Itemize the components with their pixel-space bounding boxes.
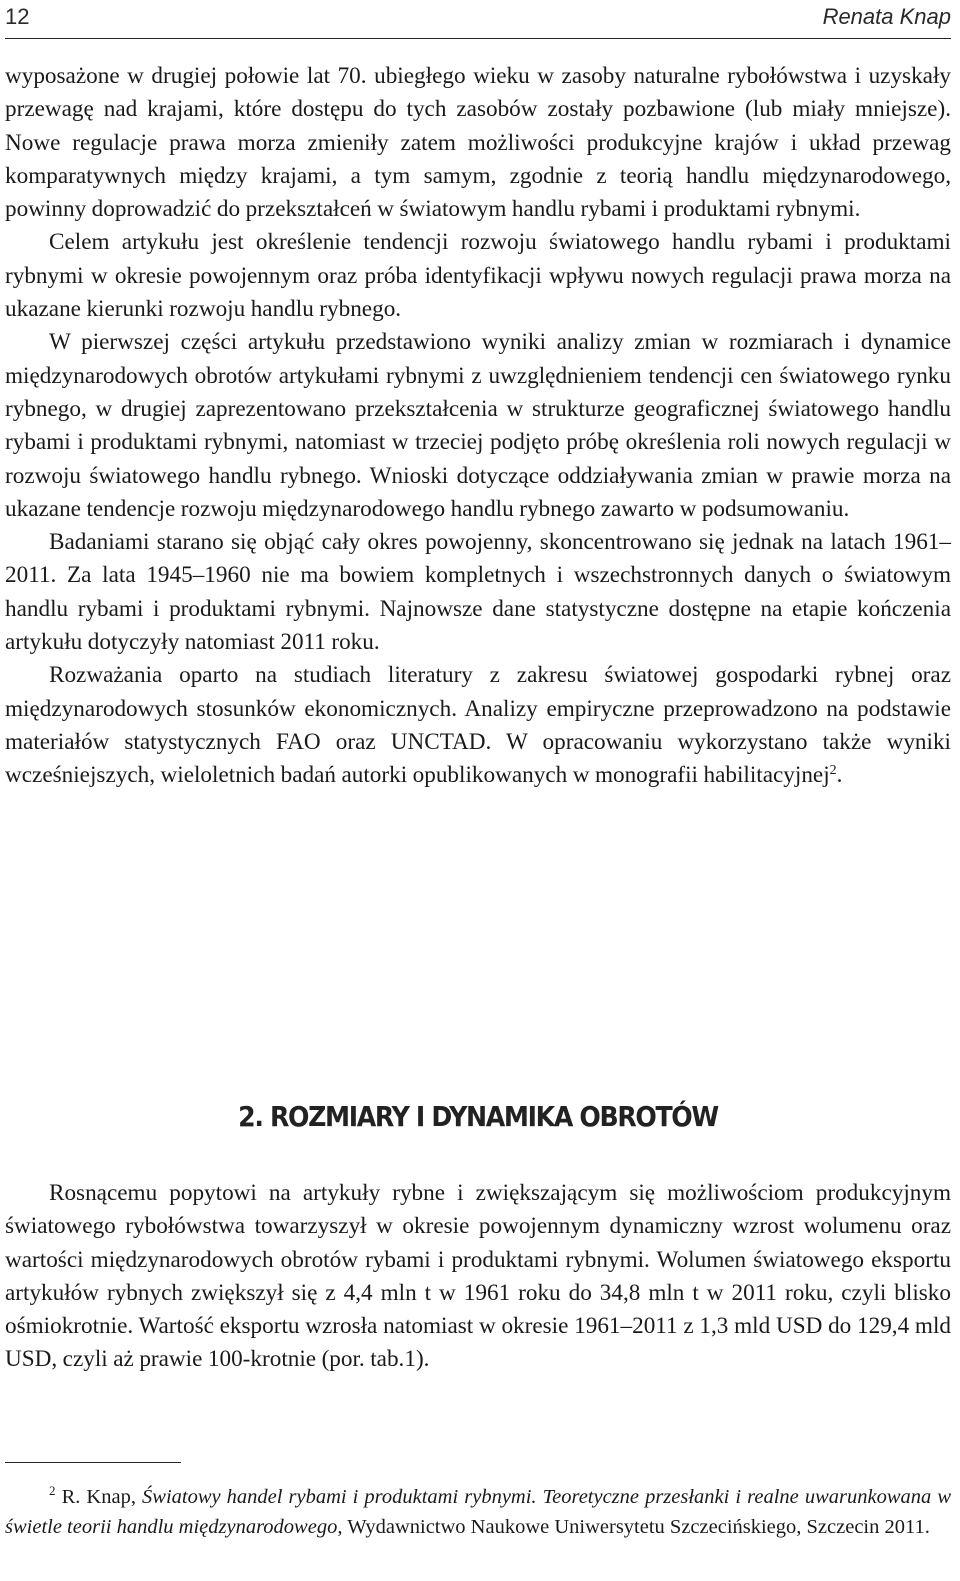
footnote-author: R. Knap, [61, 1486, 143, 1508]
section-body [5, 1177, 951, 1377]
footnote-number: 2 [49, 1483, 56, 1498]
section-heading: 2. ROZMIARY I DYNAMIKA OBROTÓW [238, 1100, 718, 1133]
page-header [5, 0, 951, 39]
paragraph-aim: Celem artykułu jest określenie tendencji rozwoju światowego handlu rybami i produktami rybnymi w okresie powojennym oraz próba identyfikacji wpływu nowych regulacji prawa morza na ukazane kierunki rozwoju handlu rybnego. [5, 229, 951, 323]
paragraph-continued: wyposażone w drugiej połowie lat 70. ubiegłego wieku w zasoby naturalne rybołówstwa i uzyskały przewagę nad krajami, które dostępu do tych zasobów zostały pozbawione (lub miały mniejsze). Nowe regulacje prawa morza zmieniły zatem możliwości produkcyjne krajów i układ przewag komparatywnych między krajami, a tym samym, zgodnie z teorią handlu międzynarodowego, powinny doprowadzić do przekształceń w światowym handlu rybami i produktami rybnymi. [5, 63, 951, 223]
paragraph-structure: W pierwszej części artykułu przedstawiono wyniki analizy zmian w rozmiarach i dynamice międzynarodowych obrotów artykułami rybnymi z uwzględnieniem tendencji cen światowego rynku rybnego, w drugiej zaprezentowano przekształcenia w strukturze geograficznej światowego handlu rybami i produktami rybnymi, natomiast w trzeciej podjęto próbę określenia roli nowych regulacji w rozwoju światowego handlu rybnego. Wnioski dotyczące oddziaływania zmian w prawie morza na ukazane tendencje rozwoju międzynarodowego handlu rybnego zawarto w podsumowaniu. [5, 329, 951, 522]
paragraph-sources-text: Rozważania oparto na studiach literatury z zakresu światowej gospodarki rybnej oraz międzynarodowych stosunków ekonomicznych. Analizy empiryczne przeprowadzono na podstawie materiałów statystycznych FAO oraz UNCTAD. W opracowaniu wykorzystano także wyniki wcześniejszych, wieloletnich badań autorki opublikowanych w monografii habilitacyjnej [5, 662, 951, 789]
page-number: 12 [5, 4, 30, 29]
footnote-divider [5, 1462, 181, 1463]
footnote [5, 1482, 951, 1542]
paragraph-period: Badaniami starano się objąć cały okres powojenny, skoncentrowano się jednak na latach 1961–2011. Za lata 1945–1960 nie ma bowiem kompletnych i wszechstronnych danych o światowym handlu rybami i produktami rybnymi. Najnowsze dane statystyczne dostępne na etapie kończenia artykułu dotyczyły natomiast 2011 roku. [5, 529, 951, 656]
footnote-book-title: Światowy handel rybami i produktami rybnymi. Teoretyczne przesłanki i realne uwarunkowana w świetle teorii handlu międzynarodowego [5, 1486, 951, 1538]
paragraph-export-growth: Rosnącemu popytowi na artykuły rybne i zwiększającym się możliwościom produkcyjnym światowego rybołówstwa towarzyszył w okresie powojennym dynamiczny wzrost wolumenu oraz wartości międzynarodowych obrotów rybami i produktami rybnymi. Wolumen światowego eksportu artykułów rybnych zwiększył się z 4,4 mln t w 1961 roku do 34,8 mln t w 2011 roku, czyli blisko ośmiokrotnie. Wartość eksportu wzrosła natomiast w okresie 1961–2011 z 1,3 mld USD do 129,4 mld USD, czyli aż prawie 100-krotnie (por. tab.1). [5, 1180, 951, 1373]
running-head-author: Renata Knap [822, 4, 951, 29]
paragraph-sources [5, 659, 951, 792]
body-text [5, 60, 951, 793]
footnote-reference[interactable]: 2 [829, 763, 837, 779]
sentence-end: . [836, 762, 843, 789]
footnote-publisher: , Wydawnictwo Naukowe Uniwersytetu Szczecińskiego, Szczecin 2011. [337, 1516, 930, 1538]
